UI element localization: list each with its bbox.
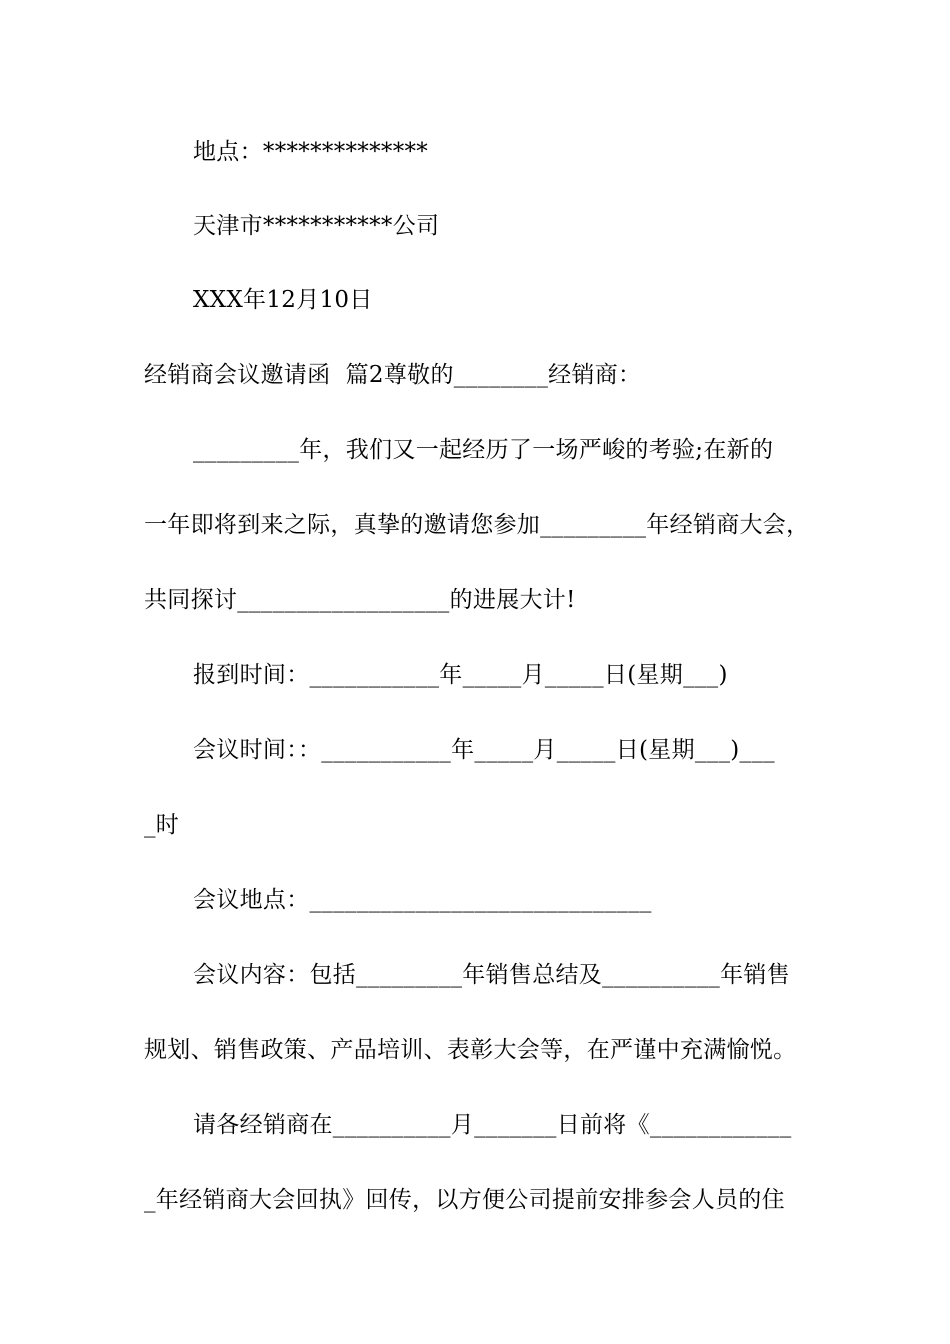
meeting-content-line: 会议内容：包括_________年销售总结及__________年销售 — [193, 962, 790, 988]
invitation-heading: 经销商会议邀请函 篇2尊敬的________经销商： — [144, 362, 642, 388]
registration-time-line: 报到时间：___________年_____月_____日(星期___) — [193, 662, 728, 688]
body-paragraph-line: 一年即将到来之际，真挚的邀请您参加_________年经销商大会， — [144, 512, 810, 538]
body-paragraph-line: _________年，我们又一起经历了一场严峻的考验;在新的 — [193, 437, 774, 463]
meeting-time-continuation: _时 — [144, 812, 180, 838]
reply-request-continuation: _年经销商大会回执》回传，以方便公司提前安排参会人员的住 — [144, 1187, 785, 1213]
meeting-content-continuation: 规划、销售政策、产品培训、表彰大会等，在严谨中充满愉悦。 — [144, 1037, 797, 1063]
location-line: 地点：************** — [193, 139, 429, 165]
date-line: XXX年12月10日 — [193, 287, 373, 313]
meeting-location-line: 会议地点：_____________________________ — [193, 887, 652, 913]
meeting-time-line: 会议时间：：___________年_____月_____日(星期___)___ — [193, 737, 775, 763]
body-paragraph-line: 共同探讨__________________的进展大计! — [144, 587, 576, 613]
company-signature: 天津市***********公司 — [193, 213, 440, 239]
reply-request-line: 请各经销商在__________月_______日前将《____________ — [193, 1112, 792, 1138]
